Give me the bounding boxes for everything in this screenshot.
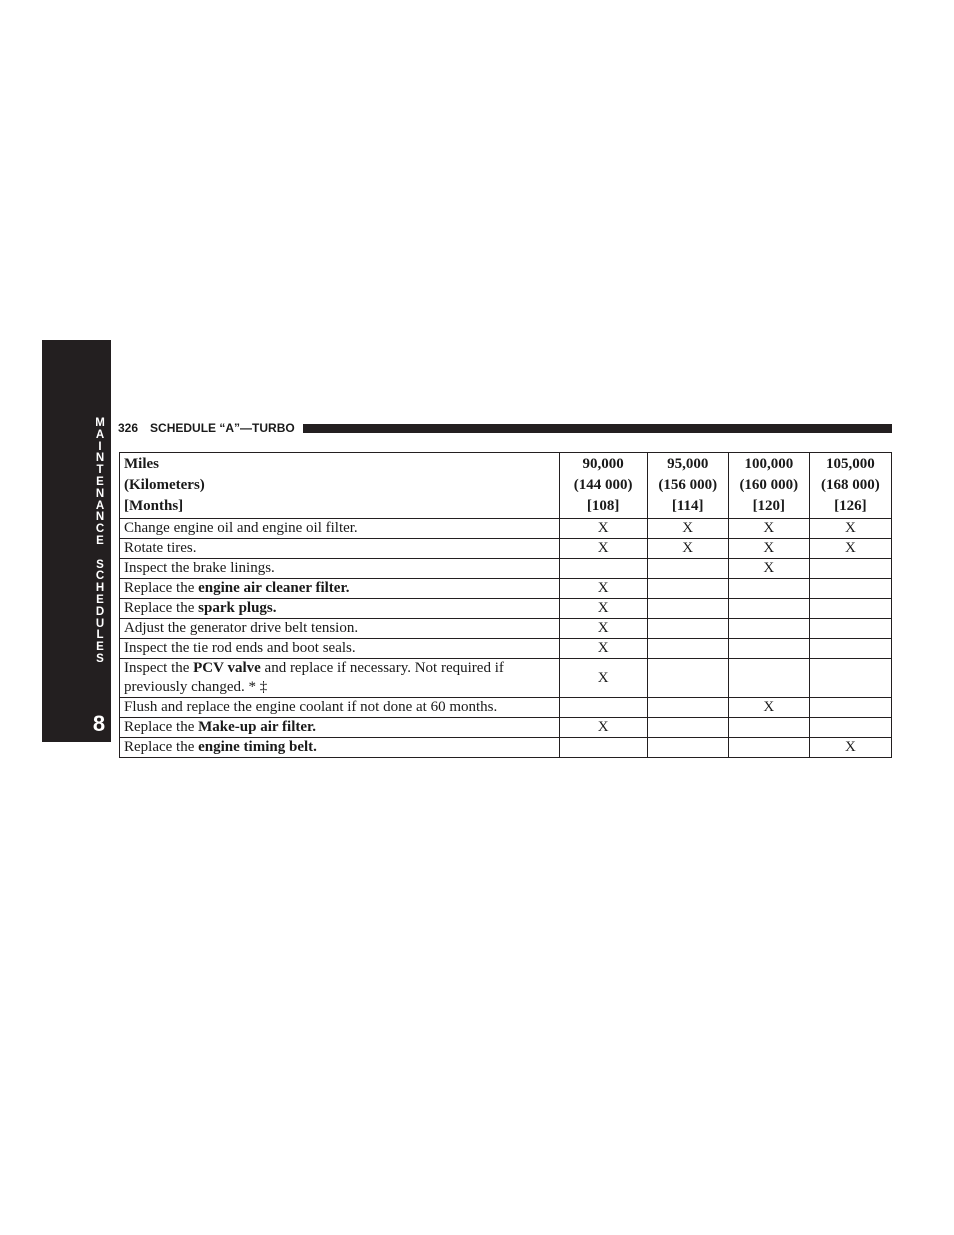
interval-months: [108] — [586, 498, 620, 514]
tab-letter: E — [96, 641, 104, 654]
task-cell — [120, 698, 560, 718]
table-row — [120, 698, 892, 718]
task-text: Inspect the — [124, 660, 194, 676]
interval-km: (144 000) — [573, 477, 633, 493]
chapter-tab-label — [90, 418, 110, 666]
interval-mark — [728, 659, 809, 698]
interval-mark: X — [559, 579, 647, 599]
interval-header — [647, 453, 728, 519]
interval-mark: X — [809, 519, 891, 539]
interval-mark: X — [559, 539, 647, 559]
table-row — [120, 559, 892, 579]
tab-letter: L — [96, 629, 104, 642]
interval-mark: X — [728, 559, 809, 579]
interval-miles: 105,000 — [826, 456, 875, 472]
interval-mark — [809, 579, 891, 599]
task-text: Inspect the tie rod ends and boot seals. — [124, 640, 356, 656]
interval-mark — [809, 639, 891, 659]
interval-mark — [809, 599, 891, 619]
tab-letter: E — [96, 475, 104, 488]
interval-mark — [647, 619, 728, 639]
interval-mark: X — [647, 539, 728, 559]
interval-miles: 100,000 — [744, 456, 794, 472]
interval-km: (160 000) — [739, 477, 799, 493]
interval-mark — [647, 639, 728, 659]
task-cell — [120, 718, 560, 738]
task-emphasis: engine timing belt. — [198, 739, 317, 755]
task-cell — [120, 559, 560, 579]
interval-header — [559, 453, 647, 519]
header-rule — [303, 424, 892, 433]
tab-letter: H — [95, 582, 105, 595]
interval-mark: X — [559, 619, 647, 639]
interval-mark — [647, 559, 728, 579]
task-text: Replace the — [124, 580, 199, 596]
table-row — [120, 619, 892, 639]
interval-mark — [559, 559, 647, 579]
task-cell — [120, 579, 560, 599]
task-text: and replace if necessary. Not required if previously changed. * ‡ — [124, 660, 504, 695]
page-header — [118, 420, 892, 436]
table-row — [120, 718, 892, 738]
interval-mark — [728, 619, 809, 639]
header-km-label: (Kilometers) — [124, 477, 205, 493]
interval-mark: X — [559, 718, 647, 738]
interval-mark — [809, 698, 891, 718]
task-text: Change engine oil and engine oil filter. — [124, 520, 358, 536]
interval-mark — [647, 659, 728, 698]
task-cell — [120, 738, 560, 758]
interval-mark — [647, 718, 728, 738]
interval-km: (168 000) — [821, 477, 880, 493]
maintenance-schedule-table — [119, 452, 892, 758]
tab-letter: A — [95, 428, 105, 441]
interval-mark — [728, 579, 809, 599]
task-cell — [120, 639, 560, 659]
interval-mark — [559, 698, 647, 718]
table-row — [120, 539, 892, 559]
table-header-row — [120, 453, 892, 519]
interval-header — [728, 453, 809, 519]
task-cell — [120, 599, 560, 619]
interval-mark: X — [559, 599, 647, 619]
interval-mark — [647, 698, 728, 718]
interval-mark: X — [559, 659, 647, 698]
table-row — [120, 659, 892, 698]
section-title: SCHEDULE “A”—TURBO — [150, 421, 295, 435]
tab-letter: E — [96, 534, 104, 547]
interval-mark: X — [809, 539, 891, 559]
tab-letter: I — [98, 440, 102, 453]
task-text: Flush and replace the engine coolant if not done at 60 months. — [124, 699, 498, 715]
table-row — [120, 519, 892, 539]
task-cell — [120, 619, 560, 639]
header-label-cell — [120, 453, 560, 519]
header-miles-label: Miles — [124, 456, 159, 472]
task-emphasis: spark plugs. — [198, 600, 277, 616]
page-number: 326 — [118, 421, 139, 435]
interval-mark — [728, 718, 809, 738]
task-cell — [120, 519, 560, 539]
tab-letter: A — [95, 499, 105, 512]
table-row — [120, 579, 892, 599]
tab-letter: C — [95, 570, 105, 583]
tab-letter: N — [95, 511, 105, 524]
interval-mark — [809, 559, 891, 579]
header-months-label: [Months] — [124, 498, 184, 514]
interval-months: [126] — [834, 498, 867, 514]
interval-mark: X — [559, 519, 647, 539]
task-text: Replace the — [124, 600, 199, 616]
tab-letter: N — [95, 452, 105, 465]
interval-miles: 90,000 — [582, 456, 624, 472]
interval-mark — [559, 738, 647, 758]
task-cell — [120, 659, 560, 698]
interval-mark — [809, 619, 891, 639]
interval-mark — [728, 639, 809, 659]
table-row — [120, 639, 892, 659]
interval-mark: X — [728, 539, 809, 559]
task-text: Replace the — [124, 719, 199, 735]
tab-letter: C — [95, 523, 105, 536]
interval-mark — [728, 599, 809, 619]
tab-letter: D — [95, 605, 105, 618]
tab-letter: U — [95, 617, 105, 630]
task-emphasis: PCV valve — [193, 660, 261, 676]
tab-letter: M — [95, 417, 105, 429]
interval-mark — [809, 718, 891, 738]
interval-header — [809, 453, 891, 519]
tab-letter: N — [95, 487, 105, 500]
interval-mark — [728, 738, 809, 758]
tab-letter: T — [96, 464, 104, 477]
interval-mark — [647, 579, 728, 599]
interval-miles: 95,000 — [667, 456, 709, 472]
task-emphasis: engine air cleaner filter. — [198, 580, 350, 596]
interval-mark — [647, 738, 728, 758]
interval-mark: X — [728, 519, 809, 539]
interval-mark: X — [809, 738, 891, 758]
interval-months: [120] — [752, 498, 786, 514]
task-emphasis: Make-up air filter. — [198, 719, 317, 735]
table-row — [120, 738, 892, 758]
chapter-number: 8 — [92, 711, 106, 736]
tab-letter: S — [96, 558, 104, 571]
interval-mark: X — [647, 519, 728, 539]
task-text: Rotate tires. — [124, 540, 197, 556]
interval-km: (156 000) — [658, 477, 718, 493]
interval-mark — [809, 659, 891, 698]
interval-months: [114] — [671, 498, 704, 514]
task-text: Inspect the brake linings. — [124, 560, 275, 576]
task-text: Replace the — [124, 739, 199, 755]
interval-mark: X — [559, 639, 647, 659]
task-cell — [120, 539, 560, 559]
task-text: Adjust the generator drive belt tension. — [124, 620, 359, 636]
interval-mark — [647, 599, 728, 619]
interval-mark: X — [728, 698, 809, 718]
tab-letter: S — [96, 652, 104, 665]
table-row — [120, 599, 892, 619]
tab-letter: E — [96, 593, 104, 606]
